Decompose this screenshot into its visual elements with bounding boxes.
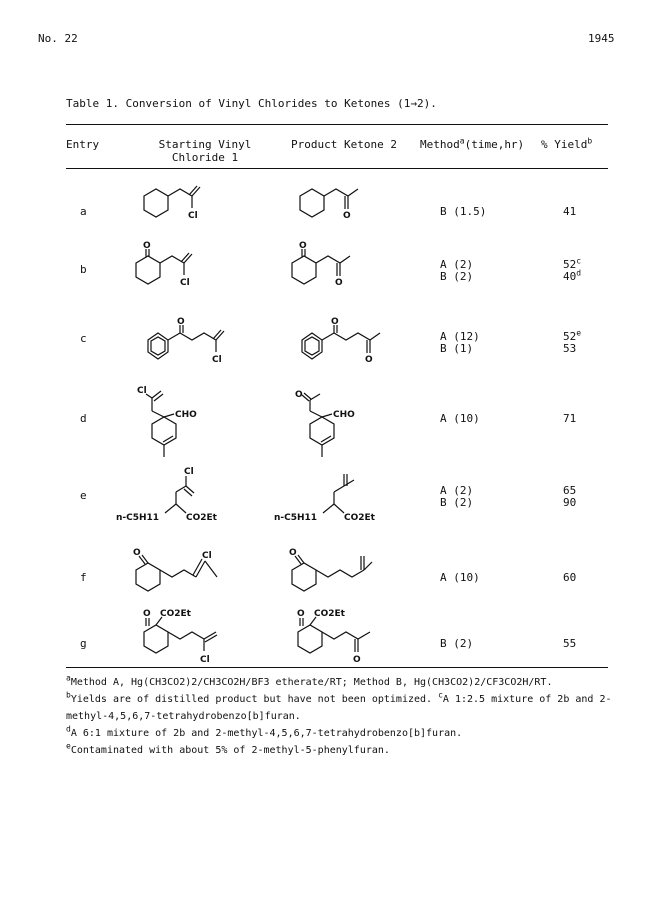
yield-d: 71 bbox=[563, 412, 577, 425]
entry-label: e bbox=[80, 489, 87, 502]
svg-text:CHO: CHO bbox=[175, 410, 197, 420]
col-yield: % Yield$^b$ bbox=[541, 136, 593, 151]
svg-text:O: O bbox=[143, 609, 151, 619]
footnote-b-c: $^b$Yields are of distilled product but have not been optimized. $^c$A 1:2.5 mixture of 2b and 2-methyl-4,5,6,7-tetrahydrobenzo[b]furan. bbox=[66, 690, 612, 722]
svg-text:O: O bbox=[297, 609, 305, 619]
svg-text:O: O bbox=[353, 655, 361, 665]
method-b: A (2) B (2) bbox=[440, 258, 474, 283]
svg-text:O: O bbox=[133, 548, 141, 558]
svg-text:O: O bbox=[289, 548, 297, 558]
col-product-ketone: Product Ketone 2 bbox=[291, 138, 397, 151]
svg-text:Cl: Cl bbox=[137, 386, 147, 396]
structure-2a bbox=[286, 186, 366, 234]
structure-1g bbox=[140, 606, 240, 670]
structure-1a bbox=[130, 186, 210, 234]
col-starting-line1: Starting Vinyl bbox=[158, 138, 252, 151]
footnote-d: $^d$A 6:1 mixture of 2b and 2-methyl-4,5,6,7-tetrahydrobenzo[b]furan. bbox=[66, 724, 463, 739]
svg-text:O: O bbox=[335, 278, 343, 288]
table-bottom-rule bbox=[66, 667, 608, 668]
table-footnotes bbox=[66, 674, 626, 759]
svg-text:n-C5H11: n-C5H11 bbox=[274, 513, 318, 523]
svg-text:Cl: Cl bbox=[184, 467, 194, 477]
svg-text:O: O bbox=[295, 390, 303, 400]
svg-text:O: O bbox=[365, 355, 373, 365]
svg-text:O: O bbox=[343, 211, 351, 221]
footnote-a: $^a$Method A, Hg(CH3CO2)2/CH3CO2H/BF3 etherate/RT; Method B, Hg(CH3CO2)2/CF3CO2H/RT. bbox=[66, 673, 553, 688]
entry-label: f bbox=[80, 571, 87, 584]
method-c: A (12) B (1) bbox=[440, 330, 480, 355]
svg-text:O: O bbox=[177, 317, 185, 327]
structure-2b bbox=[288, 240, 368, 294]
structure-1b bbox=[132, 240, 212, 294]
col-entry: Entry bbox=[66, 138, 100, 151]
yield-a: 41 bbox=[563, 205, 577, 218]
page-number: 1945 bbox=[588, 32, 615, 45]
entry-label: g bbox=[80, 637, 87, 650]
method-a: B (1.5) bbox=[440, 205, 487, 218]
svg-text:O: O bbox=[299, 241, 307, 251]
journal-issue: No. 22 bbox=[38, 32, 78, 45]
svg-text:CO2Et: CO2Et bbox=[314, 609, 345, 619]
header-rule bbox=[66, 168, 608, 169]
structure-1e bbox=[116, 462, 240, 530]
yield-e: 65 90 bbox=[563, 484, 577, 509]
svg-text:Cl: Cl bbox=[180, 278, 190, 288]
structure-1c bbox=[144, 316, 244, 370]
footnote-e: $^e$Contaminated with about 5% of 2-methyl-5-phenylfuran. bbox=[66, 741, 390, 756]
yield-b: 52$^c$ 40$^d$ bbox=[563, 256, 582, 283]
method-g: B (2) bbox=[440, 637, 474, 650]
svg-text:n-C5H11: n-C5H11 bbox=[116, 513, 160, 523]
svg-text:O: O bbox=[331, 317, 339, 327]
structure-1d bbox=[134, 384, 224, 468]
svg-text:Cl: Cl bbox=[212, 355, 222, 365]
structure-2d bbox=[292, 384, 382, 468]
structure-2f bbox=[288, 548, 388, 602]
yield-c: 52e 53 bbox=[563, 328, 582, 355]
structure-2g bbox=[294, 606, 394, 670]
structure-2c bbox=[298, 316, 398, 370]
svg-text:Cl: Cl bbox=[188, 211, 198, 221]
svg-text:CHO: CHO bbox=[333, 410, 355, 420]
yield-g: 55 bbox=[563, 637, 577, 650]
entry-label: a bbox=[80, 205, 87, 218]
method-d: A (10) bbox=[440, 412, 480, 425]
yield-f: 60 bbox=[563, 571, 577, 584]
col-method: Method$^a$(time,hr) bbox=[420, 136, 525, 151]
table-caption: Table 1. Conversion of Vinyl Chlorides to Ketones (1→2). bbox=[66, 97, 437, 110]
method-e: A (2) B (2) bbox=[440, 484, 474, 509]
structure-1f bbox=[132, 548, 232, 602]
svg-text:CO2Et: CO2Et bbox=[160, 609, 191, 619]
entry-label: c bbox=[80, 332, 87, 345]
table-top-rule bbox=[66, 124, 608, 125]
svg-text:CO2Et: CO2Et bbox=[186, 513, 217, 523]
entry-label: d bbox=[80, 412, 87, 425]
svg-text:CO2Et: CO2Et bbox=[344, 513, 375, 523]
col-starting-chloride bbox=[140, 138, 270, 164]
svg-text:O: O bbox=[143, 241, 151, 251]
col-starting-line2: Chloride 1 bbox=[171, 151, 239, 164]
method-f: A (10) bbox=[440, 571, 480, 584]
svg-text:Cl: Cl bbox=[202, 551, 212, 561]
svg-text:Cl: Cl bbox=[200, 655, 210, 665]
structure-2e bbox=[274, 462, 398, 530]
entry-label: b bbox=[80, 263, 87, 276]
